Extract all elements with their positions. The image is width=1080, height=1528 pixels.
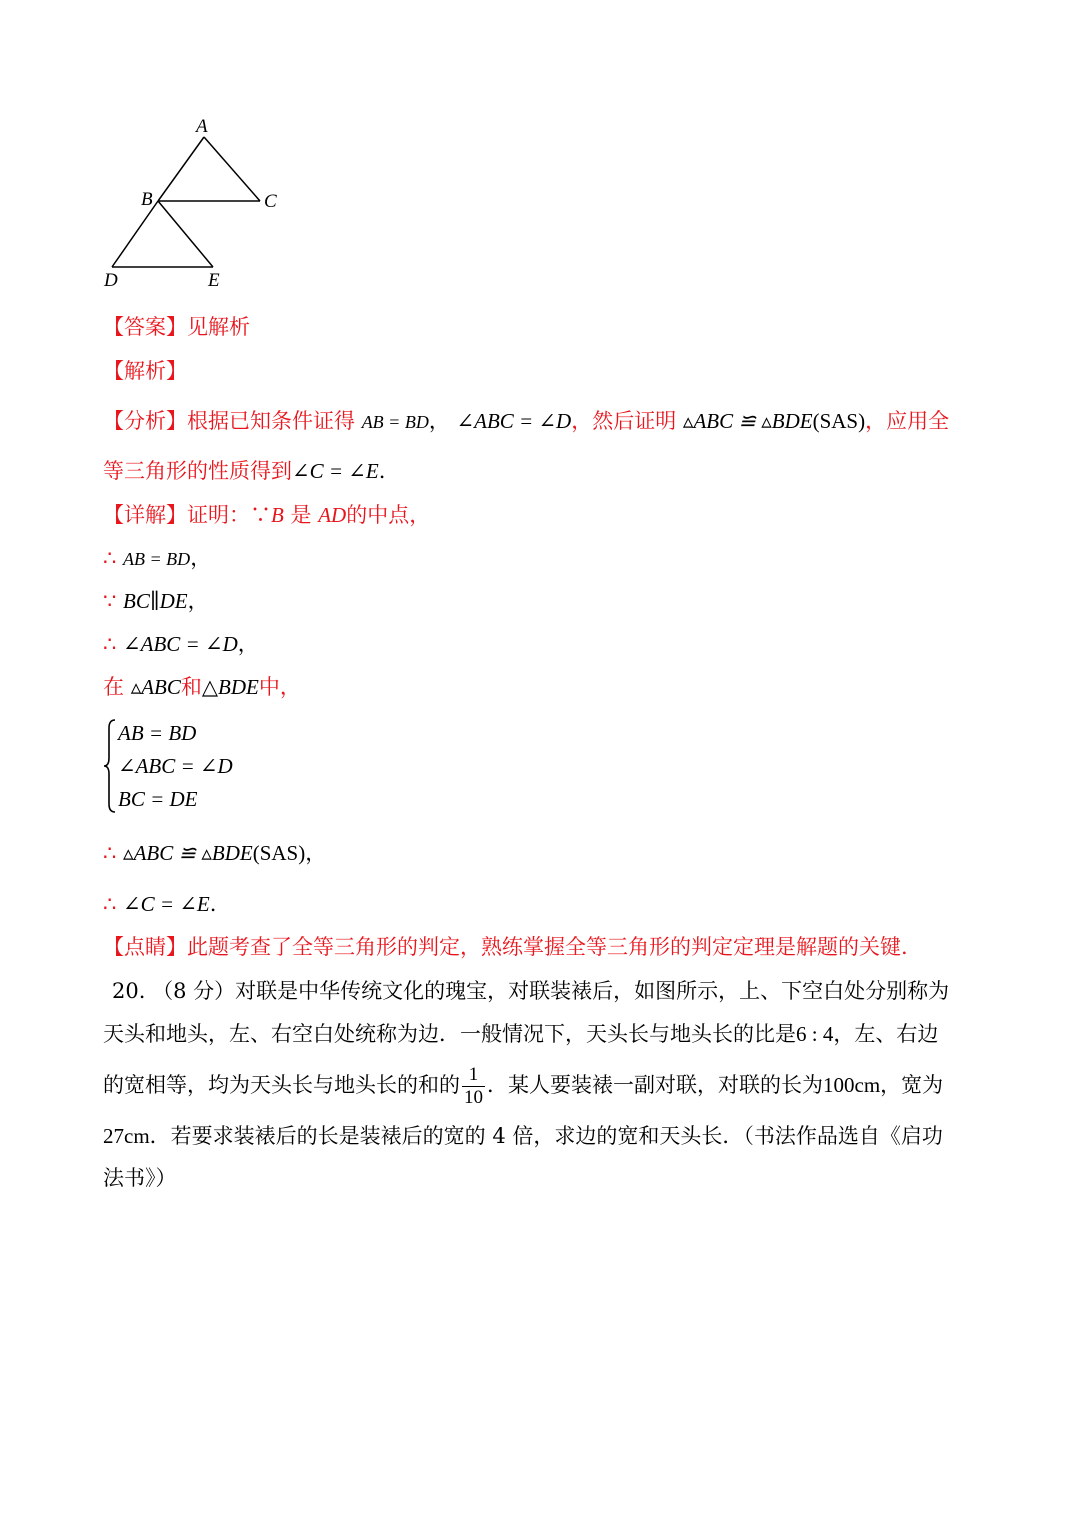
segment-bd — [112, 201, 158, 267]
problem-20-line-2 — [103, 1019, 938, 1049]
fenxi-text-3: ，应用全 — [865, 409, 950, 433]
step-3-tail: ， — [237, 632, 259, 656]
detail-math-2: AD — [318, 503, 347, 527]
fenxi-line-1 — [103, 406, 949, 437]
problem-20-text-2b: ，左、右边 — [833, 1022, 939, 1046]
fraction-denominator: 10 — [464, 1087, 483, 1108]
length-value: 100cm — [823, 1073, 881, 1097]
fenxi-text-4: 等三角形的性质得到 — [103, 459, 292, 483]
label-a: A — [196, 116, 208, 137]
conclusion-1-tail: ， — [305, 841, 327, 865]
dianjing-line — [103, 932, 908, 962]
detail-line — [103, 500, 430, 530]
step-3 — [103, 629, 259, 659]
step-2 — [103, 586, 209, 616]
fraction-one-tenth — [462, 1064, 485, 1109]
fraction-numerator: 1 — [462, 1064, 485, 1087]
fenxi-math-3: ▵ABC ≌ ▵BDE — [682, 409, 813, 433]
fenxi-math-1: AB = BD — [361, 412, 429, 432]
step-1-math: AB = BD — [123, 549, 191, 569]
step-2-tail: ， — [187, 589, 209, 613]
in-text-2: 和 — [180, 675, 202, 699]
ratio-value: 6 : 4 — [796, 1022, 834, 1046]
problem-20-line-3 — [103, 1060, 943, 1110]
therefore-symbol: ∴ — [103, 841, 124, 865]
problem-20-line-1: 20. （8 分）对联是中华传统文化的瑰宝，对联装裱后，如图所示，上、下空白处分别称为 — [112, 979, 950, 1003]
fenxi-line-2 — [103, 456, 385, 486]
conclusion-1-sas: (SAS) — [252, 841, 306, 865]
segment-ac — [204, 137, 260, 201]
fenxi-comma-1: ， — [428, 409, 450, 433]
conclusion-congruent — [103, 838, 326, 868]
fenxi-text-1: 根据已知条件证得 — [187, 409, 355, 433]
in-text-3: 中， — [258, 675, 301, 699]
problem-20-text-3c: ，宽为 — [880, 1073, 944, 1097]
problem-20-line-5: 法书》） — [103, 1166, 177, 1190]
answer-text: 见解析 — [187, 315, 250, 339]
dianjing-tag: 【点睛】 — [103, 935, 187, 959]
answer-tag: 【答案】 — [103, 315, 187, 339]
therefore-symbol: ∴ — [103, 546, 124, 570]
step-1 — [103, 543, 211, 574]
system-row-3: BC = DE — [118, 787, 198, 811]
problem-20-line-4 — [103, 1121, 943, 1151]
conclusion-1-math: ▵ABC ≌ ▵BDE — [123, 841, 253, 865]
detail-text-3: 的中点， — [346, 503, 431, 527]
fenxi-math-3-sas: (SAS) — [812, 409, 866, 433]
in-text-1: 在 — [103, 675, 124, 699]
in-math-2: △BDE — [201, 675, 259, 699]
left-brace-icon — [103, 718, 117, 814]
triangle-figure — [96, 110, 296, 300]
label-e: E — [208, 270, 220, 291]
label-c: C — [264, 191, 277, 212]
fenxi-math-4: ∠C = ∠E — [292, 459, 379, 483]
conclusion-angles — [103, 889, 216, 919]
in-triangles-line — [103, 672, 301, 702]
therefore-symbol: ∴ — [103, 632, 124, 656]
detail-tag: 【详解】 — [103, 503, 187, 527]
problem-20-text-4: ．若要求装裱后的长是装裱后的宽的 4 倍，求边的宽和天头长．（书法作品选自《启功 — [149, 1124, 943, 1148]
fenxi-tag: 【分析】 — [103, 409, 187, 433]
step-3-math: ∠ABC = ∠D — [123, 632, 238, 656]
problem-20-text-3b: ．某人要装裱一副对联，对联的长为 — [487, 1073, 823, 1097]
width-value: 27cm — [103, 1124, 150, 1148]
answer-line — [103, 312, 250, 342]
problem-20-text-3a: 的宽相等，均为天头长与地头长的和的 — [103, 1073, 460, 1097]
detail-text-2: 是 — [290, 503, 312, 527]
conclusion-2-math: ∠C = ∠E — [123, 892, 210, 916]
dianjing-text: 此题考查了全等三角形的判定，熟练掌握全等三角形的判定定理是解题的关键. — [187, 935, 908, 959]
analysis-heading: 【解析】 — [103, 359, 187, 383]
system-row-1: AB = BD — [118, 721, 197, 745]
label-d: D — [104, 270, 118, 291]
therefore-symbol: ∴ — [103, 892, 124, 916]
step-1-tail: ， — [190, 546, 212, 570]
because-symbol: ∵ — [103, 589, 124, 613]
step-2-math: BC∥DE — [123, 589, 188, 613]
fenxi-period: . — [378, 459, 386, 483]
in-math-1: ▵ABC — [130, 675, 181, 699]
segment-be — [158, 201, 213, 267]
triangle-diagram — [96, 110, 296, 300]
label-b: B — [141, 189, 153, 210]
detail-math-1: B — [271, 503, 284, 527]
fenxi-text-2: ，然后证明 — [571, 409, 677, 433]
segment-ab — [158, 137, 204, 201]
detail-text-1: 证明：∵ — [187, 503, 271, 527]
fenxi-math-2: ∠ABC = ∠D — [456, 409, 572, 433]
problem-20-text-2a: 天头和地头，左、右空白处统称为边．一般情况下，天头长与地头长的比是 — [103, 1022, 796, 1046]
conclusion-2-tail: . — [209, 892, 217, 916]
system-row-2: ∠ABC = ∠D — [118, 754, 233, 778]
